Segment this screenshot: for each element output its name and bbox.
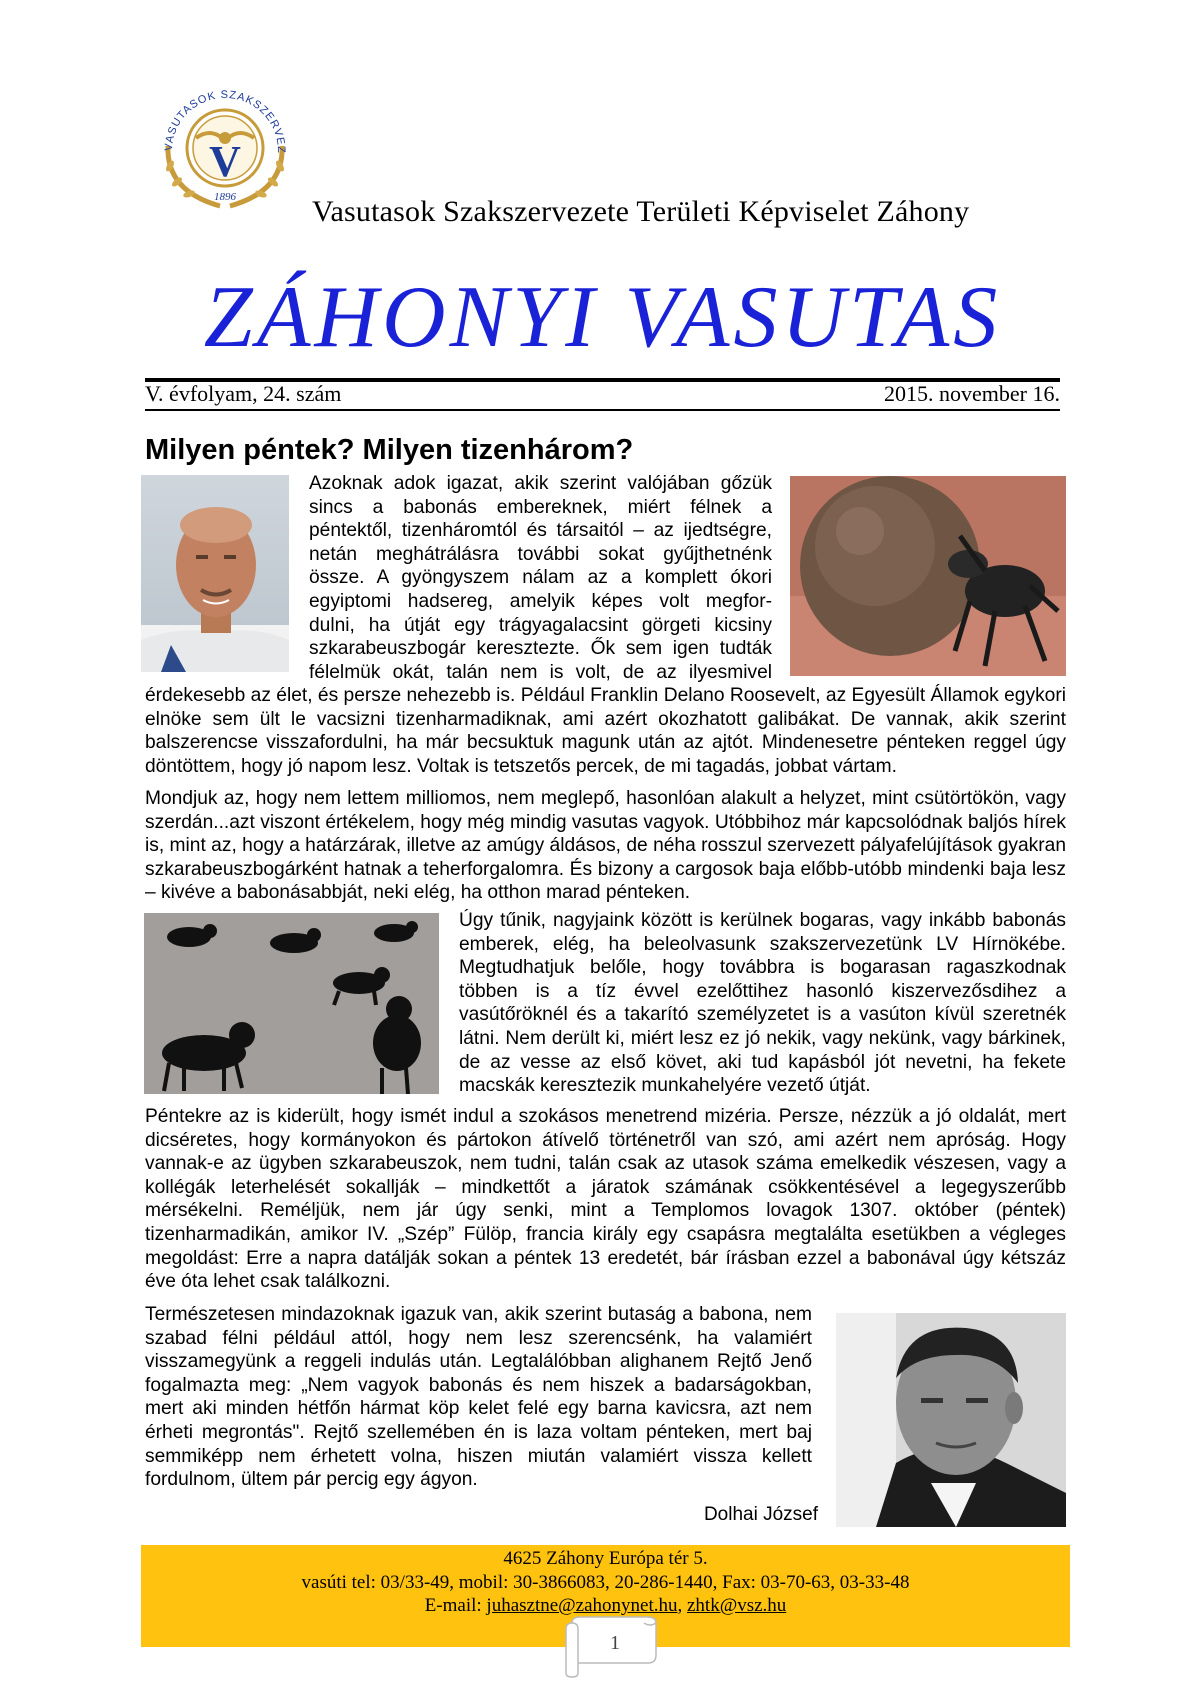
logo-ring-text: VASUTASOK SZAKSZERVEZ xyxy=(162,88,288,154)
article-intro xyxy=(309,472,772,684)
footer-email-line xyxy=(141,1594,1070,1618)
masthead-title: ZÁHONYI VASUTAS xyxy=(203,269,1002,366)
page-number-scroll xyxy=(560,1615,660,1679)
article-paragraph-2 xyxy=(145,787,1066,905)
paragraph-5-text: Természetesen mindazoknak igazuk van, akik szerint butaság a babona, nem szabad félni például attól, hogy nem lesz szerencsénk, ha valamiért visszamegyünk a reggeli indulás után. Legtalálóbban alighanem Rejtő Jenő fogalmazta meg: „Nem vagyok babonás és nem hiszek a badarságokban, mert aki minden hétfőn hármat köp kelet felé egy barna kavicsra, azt nem érheti megrontás". Rejtő szellemében én is laza voltam pénteken, mert baj semmiképp nem érhetett volna, hiszen miután valamiért vissza kellett fordulnom, ültem pár percig egy ágyon. xyxy=(145,1304,812,1491)
intro-line: szkarabeuszbogár keresztezte. Ők sem igen tudták xyxy=(309,638,772,660)
intro-line: dulni, ha útját egy trágyagalacsint görgeti kicsiny xyxy=(309,614,772,636)
intro-line: egyiptomi hadsereg, amelyik képes volt megfor- xyxy=(309,590,772,612)
email-link-juhasztne[interactable]: juhasztne@zahonynet.hu xyxy=(486,1595,678,1616)
masthead-rule-bottom xyxy=(145,409,1060,411)
intro-line: Azoknak adok igazat, akik szerint valójában gőzük xyxy=(309,473,772,494)
intro-line: netán meghátrálásra további sokat gyűjthetnénk xyxy=(309,543,772,565)
footer-phones: vasúti tel: 03/33-49, mobil: 30-3866083, 20-286-1440, Fax: 03-70-63, 03-33-48 xyxy=(301,1571,910,1593)
footer-email-separator: , xyxy=(677,1595,683,1616)
issue-number: V. évfolyam, 24. szám xyxy=(145,381,342,406)
intro-line: félelmük okát, talán nem is volt, de az ilyesmivel xyxy=(309,661,772,683)
footer-address: 4625 Záhony Európa tér 5. xyxy=(503,1548,708,1569)
paragraph-1-continuation: érdekesebb az élet, és persze nehezebb is. Például Franklin Delano Roosevelt, az Egyesült Államok egykori elnöke sem ült le vacsizni tizenharmadiknak, ami azért okozhatott galibákat. De vannak, akik szerint balszerencse visszafordulni, ha már becsuktuk magunk után az ajtót. Mindenesetre pénteken reggel úgy döntöttem, hogy jó napom lesz. Voltak is tetszetős percek, de mi tagadás, jobbat vártam. xyxy=(145,685,1066,777)
union-logo-graphic xyxy=(150,76,300,216)
author-portrait-photo xyxy=(141,475,289,672)
dung-beetle-photo xyxy=(790,476,1066,676)
issue-date: 2015. november 16. xyxy=(884,381,1060,406)
union-logo xyxy=(150,76,300,216)
author-signature: Dolhai József xyxy=(703,1504,818,1525)
footer-email-label: E-mail: xyxy=(424,1595,482,1616)
intro-line: össze. A gyöngyszem nálam az a komplett ókori xyxy=(309,567,772,589)
paragraph-2-text: Mondjuk az, hogy nem lettem milliomos, nem meglepő, hasonlóan alakult a helyzet, mint csütörtökön, vagy szerdán...azt viszont értékelem, hogy még mindig vasutas vagyok. Utóbbihoz már kapcsolódnak baljós hírek is, mint az, hogy a határzárak, illetve az amúgy áldásos, de néha rosszul szervezett pályafelújítások gyakran szkarabeuszbogárként hatnak a teherforgalomra. És bizony a cargosok baja előbb-utóbb mindenki baja lesz – kivéve a babonásabbját, neki elég, ha otthon marad pénteken. xyxy=(145,788,1066,904)
article-paragraph-4 xyxy=(145,1105,1066,1294)
intro-line: sincs a babonás embereknek, miért félnek a xyxy=(309,496,772,518)
paragraph-4-text: Péntekre az is kiderült, hogy ismét indul a szokásos menetrend mizéria. Persze, nézzük a jó oldalát, mert dicséretes, hogy kormányokon és pártokon átívelő történetről van szó, ami azért nem apróság. Hogy vannak-e az ügyben szkarabeuszok, nem tudni, talán csak az utasok száma emelkedik vészesen, vagy a kollégák leterhelését sokallják – mindkettőt a járatok számának csökkentésével a legegyszerűbb mérsékelni. Reméljük, nem jár úgy senki, mint a Templomos lovagok 1307. október (péntek) tizenharmadikán, amikor IV. „Szép” Fülöp, francia király egy csapásra megtalálta esetükben a végleges megoldást: Erre a napra datálják sokan a péntek 13 eredetét, bár írásban ezzel a babonával úgy kétszáz éve óta lehet csak találkozni. xyxy=(145,1106,1066,1293)
black-cats-photo xyxy=(144,913,439,1094)
article-paragraph-1 xyxy=(145,684,1066,778)
intro-lines xyxy=(309,472,772,684)
article-paragraph-5 xyxy=(145,1303,812,1492)
paragraph-3-text: Úgy tűnik, nagyjaink között is kerülnek bogaras, vagy inkább babonás emberek, elég, ha beleolvasunk szakszervezetünk LV Hírnökébe. Megtudhatjuk belőle, hogy továbbra is bogarasan ragaszkodnak többen is a tíz évvel ezelőttihez hasonló kiszervezősdihez a vasútőröknél és a takarító személyzetet is a vasúton kívül szeretnék látni. Nem derült ki, miért lesz ez jó nekik, vagy nekünk, vagy bárkinek, de az vesse az első követ, aki tud kapásból jót nevetni, ha fekete macskák keresztezik munkahelyére vezető útját. xyxy=(459,910,1066,1097)
logo-year: 1896 xyxy=(214,191,236,203)
logo-letter: V xyxy=(209,137,241,186)
article-paragraph-3 xyxy=(459,909,1066,1098)
intro-line: péntektől, tizenháromtól és társaitól – az ijedtségre, xyxy=(309,520,772,542)
organization-name: Vasutasok Szakszervezete Területi Képviselet Záhony xyxy=(312,195,970,228)
article-title: Milyen péntek? Milyen tizenhárom? xyxy=(145,434,634,466)
email-link-zhtk[interactable]: zhtk@vsz.hu xyxy=(687,1595,787,1616)
page-number: 1 xyxy=(610,1632,620,1654)
rejto-jeno-photo xyxy=(836,1313,1066,1527)
